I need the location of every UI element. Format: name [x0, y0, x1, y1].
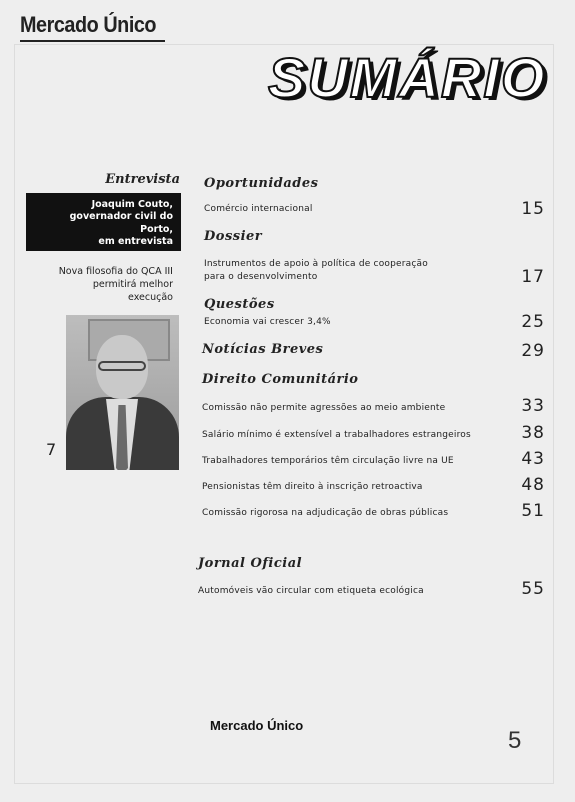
toc-page-pensionistas: 48	[521, 475, 545, 495]
toc-page-comissao-ambiente: 33	[521, 396, 545, 416]
interview-note[interactable]	[40, 266, 173, 304]
interview-note-line: execução	[128, 291, 173, 303]
toc-page-economia: 25	[521, 312, 545, 332]
toc-entry-comercio[interactable]: Comércio internacional	[204, 204, 313, 214]
interview-page-number: 7	[46, 440, 57, 459]
toc-entry-pensionistas[interactable]: Pensionistas têm direito à inscrição retroactiva	[202, 482, 423, 492]
footer-title: Mercado Único	[210, 718, 304, 733]
contents-heading: SUMÁRIO	[268, 46, 547, 109]
interview-box-line: Joaquim Couto,	[91, 199, 173, 210]
section-dossier[interactable]: Dossier	[204, 229, 263, 244]
interview-box-line: governador civil do Porto,	[69, 211, 173, 235]
section-noticias-breves[interactable]: Notícias Breves	[202, 342, 324, 357]
toc-entry-instrumentos[interactable]	[204, 258, 428, 284]
section-direito-comunitario[interactable]: Direito Comunitário	[202, 372, 359, 387]
interview-box[interactable]	[26, 193, 181, 251]
toc-page-automoveis: 55	[521, 579, 545, 599]
toc-entry-line: para o desenvolvimento	[204, 272, 318, 283]
section-oportunidades[interactable]: Oportunidades	[204, 176, 319, 191]
page-number: 5	[508, 727, 522, 754]
section-questoes[interactable]: Questões	[204, 297, 275, 312]
toc-page-temporarios: 43	[521, 449, 545, 469]
toc-page-comercio: 15	[521, 199, 545, 219]
toc-entry-salario[interactable]: Salário mínimo é extensível a trabalhadores estrangeiros	[202, 430, 471, 440]
interview-note-line: permitirá melhor	[92, 278, 173, 290]
toc-entry-comissao-ambiente[interactable]: Comissão não permite agressões ao meio ambiente	[202, 403, 446, 413]
toc-page-instrumentos: 17	[521, 267, 545, 287]
interview-box-line: em entrevista	[98, 236, 173, 248]
interview-portrait-photo	[66, 315, 179, 470]
interview-note-line: Nova filosofia do QCA III	[58, 266, 173, 277]
masthead-underline	[20, 40, 165, 42]
toc-entry-obras[interactable]: Comissão rigorosa na adjudicação de obras públicas	[202, 508, 449, 518]
masthead-title: Mercado Único	[20, 12, 157, 37]
toc-page-noticias: 29	[521, 341, 545, 361]
toc-entry-economia[interactable]: Economia vai crescer 3,4%	[204, 317, 331, 327]
photo-glasses	[98, 361, 146, 371]
toc-entry-automoveis[interactable]: Automóveis vão circular com etiqueta ecológica	[198, 586, 424, 596]
toc-entry-line: Instrumentos de apoio à política de cooperação	[204, 259, 428, 269]
section-jornal-oficial[interactable]: Jornal Oficial	[198, 556, 303, 571]
interview-label: Entrevista	[105, 172, 180, 187]
toc-page-obras: 51	[521, 501, 545, 521]
toc-page-salario: 38	[521, 423, 545, 443]
toc-entry-temporarios[interactable]: Trabalhadores temporários têm circulação livre na UE	[202, 456, 454, 466]
